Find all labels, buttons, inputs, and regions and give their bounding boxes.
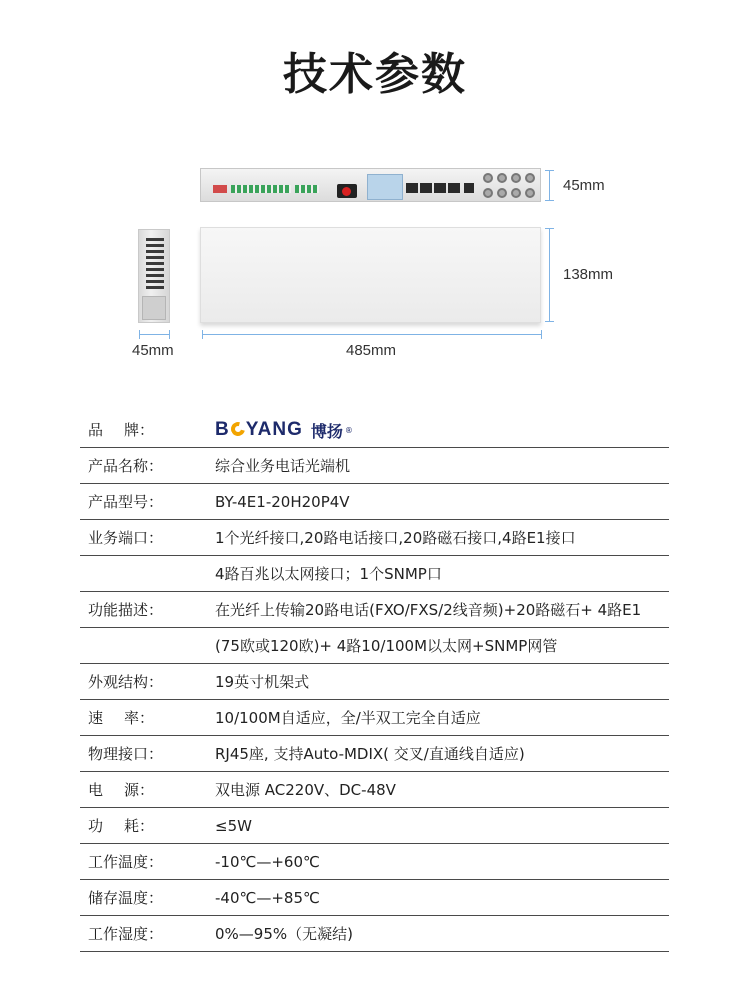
rj45-port-icon: [448, 183, 460, 193]
spec-key: 产品型号：: [88, 493, 164, 511]
dim-line-body-height: [549, 228, 550, 322]
spec-value: 双电源 AC220V、DC-48V: [215, 781, 396, 799]
rj45-port-icon: [420, 183, 432, 193]
spec-key: 功能描述：: [88, 601, 164, 619]
spec-row: [80, 520, 669, 556]
snmp-label-plate: [367, 174, 403, 200]
spec-value: 1个光纤接口,20路电话接口,20路磁石接口,4路E1接口: [215, 529, 576, 547]
bnc-connector-icon: [483, 173, 493, 183]
device-top-view: [200, 227, 541, 323]
vent-slot: [146, 256, 164, 259]
dim-line-body-width: [202, 334, 542, 335]
led-indicator-strip-2: [295, 185, 319, 193]
bnc-connector-icon: [483, 188, 493, 198]
spec-row: [80, 844, 669, 880]
logo-cn: 博扬: [310, 421, 343, 441]
spec-key: 工作温度：: [88, 853, 164, 871]
logo-text: B YANG: [215, 419, 303, 440]
dim-tick: [545, 170, 554, 171]
dim-tick: [545, 321, 554, 322]
spec-value: 在光纤上传输20路电话(FXO/FXS/2线音频)+20路磁石+ 4路E1: [215, 601, 642, 619]
spec-value: -40℃—+85℃: [215, 889, 320, 907]
dim-label-side-width: 45mm: [132, 342, 174, 359]
spec-row: [80, 448, 669, 484]
bnc-connector-icon: [511, 188, 521, 198]
rj45-port-icon: [434, 183, 446, 193]
spec-key: 物理接口：: [88, 745, 164, 763]
dim-tick: [202, 330, 203, 339]
spec-row: [80, 484, 669, 520]
vent-slot: [146, 280, 164, 283]
spec-value: 10/100M自适应，全/半双工完全自适应: [215, 709, 481, 727]
spec-row-speed: [80, 700, 669, 736]
dim-tick: [545, 200, 554, 201]
dim-tick: [139, 330, 140, 339]
spec-row: [80, 556, 669, 592]
dim-tick: [541, 330, 542, 339]
spec-value: 综合业务电话光端机: [215, 457, 351, 475]
bnc-connector-icon: [525, 173, 535, 183]
spec-row: [80, 664, 669, 700]
rj45-port-icon: [406, 183, 418, 193]
bnc-connector-icon: [525, 188, 535, 198]
spec-row-brand: [80, 412, 669, 448]
spec-key: 产品名称：: [88, 457, 164, 475]
led-indicator-strip: [231, 185, 291, 193]
bnc-connector-icon: [497, 188, 507, 198]
dim-label-body-width: 485mm: [346, 342, 397, 359]
spec-value: RJ45座, 支持Auto-MDIX( 交叉/直通线自适应): [215, 745, 525, 763]
spec-row: [80, 880, 669, 916]
registered-mark: ®: [344, 425, 353, 435]
side-mount-plate: [142, 296, 166, 320]
power-switch-red-icon: [342, 187, 351, 196]
dim-line-side-width: [139, 334, 170, 335]
spec-key: 功 耗：: [88, 817, 154, 835]
vent-slot: [146, 268, 164, 271]
spec-row-consumption: [80, 808, 669, 844]
spec-value: -10℃—+60℃: [215, 853, 320, 871]
device-side-view: [138, 229, 170, 323]
spec-key: 工作湿度：: [88, 925, 164, 943]
logo-o-icon: [228, 419, 247, 438]
dim-label-body-height: 138mm: [563, 266, 614, 283]
spec-row: [80, 628, 669, 664]
spec-row: [80, 916, 669, 952]
vent-slot: [146, 244, 164, 247]
dim-label-front-height: 45mm: [563, 177, 605, 194]
vent-slot: [146, 238, 164, 241]
vent-slot: [146, 262, 164, 265]
device-front-panel: [200, 168, 541, 202]
page-title: 技术参数: [283, 49, 467, 100]
spec-key: 速 率：: [88, 709, 154, 727]
spec-value: BY-4E1-20H20P4V: [215, 493, 350, 511]
spec-key: 电 源：: [88, 781, 154, 799]
spec-row: [80, 592, 669, 628]
bnc-connector-icon: [511, 173, 521, 183]
snmp-port-icon: [464, 183, 474, 193]
spec-key: 品 牌：: [88, 421, 154, 439]
dim-line-front-height: [549, 170, 550, 201]
spec-value: ≤5W: [215, 817, 252, 835]
spec-key: 外观结构：: [88, 673, 164, 691]
dip-switch-red: [213, 185, 227, 193]
vent-slot: [146, 286, 164, 289]
spec-row-power: [80, 772, 669, 808]
vent-slot: [146, 274, 164, 277]
spec-value: 0%—95%（无凝结): [215, 925, 353, 943]
spec-key: 储存温度：: [88, 889, 164, 907]
dim-tick: [169, 330, 170, 339]
bnc-connector-icon: [497, 173, 507, 183]
spec-key: 业务端口：: [88, 529, 164, 547]
spec-value: (75欧或120欧)+ 4路10/100M以太网+SNMP网管: [215, 637, 558, 655]
dim-tick: [545, 228, 554, 229]
spec-value: 19英寸机架式: [215, 673, 310, 691]
spec-row: [80, 736, 669, 772]
spec-value: 4路百兆以太网接口；1个SNMP口: [215, 565, 442, 583]
spec-table: [80, 412, 669, 952]
vent-slot: [146, 250, 164, 253]
brand-logo: [215, 419, 353, 441]
